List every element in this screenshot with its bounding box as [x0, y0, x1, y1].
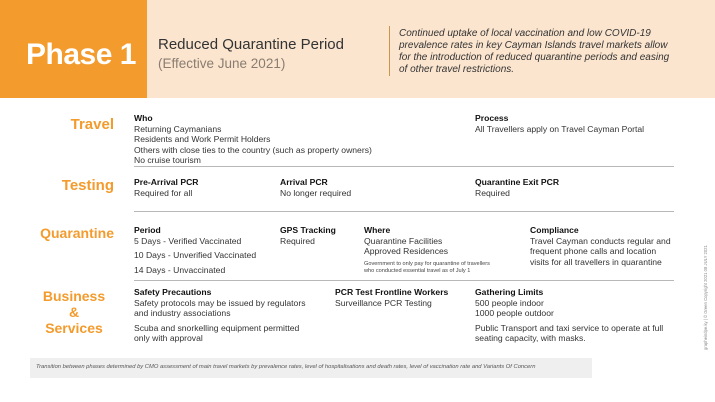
quarantine-compliance: [530, 225, 671, 267]
travel-process: [475, 113, 644, 134]
section-label-quarantine: Quarantine: [40, 225, 114, 241]
testing-arrival-value: No longer required: [280, 187, 352, 198]
quarantine-period-item: 14 Days - Unvaccinated: [134, 264, 226, 275]
header-note: [399, 28, 699, 76]
section-divider: [134, 166, 674, 167]
section-label-testing: Testing: [61, 177, 114, 194]
section-divider: [134, 280, 674, 281]
section-label-business: [34, 288, 114, 336]
quarantine-gps-heading: GPS Tracking: [280, 225, 336, 235]
section-label-line: Business: [42, 288, 106, 304]
quarantine-where-note: who conducted essential travel as of July 1: [364, 267, 471, 274]
business-safety: [134, 287, 306, 344]
travel-who-item: No cruise tourism: [134, 155, 201, 165]
travel-who-heading: Who: [134, 113, 153, 123]
quarantine-compliance-item: visits for all travellers in quarantine: [530, 256, 662, 267]
header-note-line: Continued uptake of local vaccination and low COVID-19: [399, 28, 651, 39]
business-gathering: [475, 287, 663, 344]
quarantine-where-heading: Where: [364, 225, 391, 235]
quarantine-where-note: Government to only pay for quarantine of travellers: [364, 260, 490, 267]
quarantine-period-item: 10 Days - Unverified Vaccinated: [134, 250, 257, 260]
business-gathering-item: 1000 people outdoor: [475, 308, 554, 318]
page-subtitle: (Effective June 2021): [158, 56, 286, 71]
travel-who-item: Others with close ties to the country (such as property owners): [134, 144, 372, 155]
business-safety-item: Safety protocols may be issued by regulators: [134, 297, 306, 308]
testing-exit-heading: Quarantine Exit PCR: [475, 177, 560, 187]
section-divider: [134, 211, 674, 212]
side-note-text: grapheindpe.ky | © Green Copyright 2021 08 JULY 2021: [703, 245, 708, 350]
business-safety-item: and industry associations: [134, 308, 231, 318]
travel-who-item: Returning Caymanians: [134, 123, 222, 134]
quarantine-compliance-item: Travel Cayman conducts regular and: [530, 235, 671, 246]
section-label-line: Services: [45, 320, 103, 336]
quarantine-gps: [280, 225, 336, 246]
footer-note: Transition between phases determined by CMO assessment of main travel markets by prevalence rates, level of hospitalisations and death rates, level of vaccination rate and Variants Of Concern: [30, 358, 592, 378]
phase-title: Phase 1: [26, 38, 136, 71]
business-pcr-heading: PCR Test Frontline Workers: [335, 287, 449, 297]
business-gathering-item: 500 people indoor: [475, 297, 544, 308]
travel-process-heading: Process: [475, 113, 509, 123]
travel-who: [134, 113, 372, 166]
header-note-line: of other travel restrictions.: [399, 64, 515, 75]
business-pcr-item: Surveillance PCR Testing: [335, 297, 432, 308]
phase-badge: [0, 0, 147, 98]
business-gathering-item: seating capacity, with masks.: [475, 333, 586, 343]
header-note-line: for the introduction of reduced quarantine periods and easing: [399, 52, 670, 63]
testing-arrival: [280, 177, 351, 198]
testing-pre-arrival-value: Required for all: [134, 187, 193, 198]
business-gathering-heading: Gathering Limits: [475, 287, 544, 297]
business-safety-item: only with approval: [134, 333, 203, 343]
header-divider: [389, 26, 390, 76]
testing-exit: [475, 177, 559, 198]
quarantine-gps-value: Required: [280, 235, 315, 246]
travel-who-item: Residents and Work Permit Holders: [134, 134, 271, 144]
section-label-line: &: [68, 304, 80, 320]
business-pcr: [335, 287, 448, 308]
business-safety-heading: Safety Precautions: [134, 287, 212, 297]
page-title: Reduced Quarantine Period: [158, 36, 344, 53]
quarantine-period: [134, 225, 256, 275]
testing-arrival-heading: Arrival PCR: [280, 177, 328, 187]
testing-pre-arrival: [134, 177, 198, 198]
business-safety-item: Scuba and snorkelling equipment permitted: [134, 322, 300, 333]
business-gathering-item: Public Transport and taxi service to operate at full: [475, 322, 664, 333]
quarantine-where-item: Quarantine Facilities: [364, 235, 443, 246]
side-note: [703, 245, 711, 350]
section-label-travel: Travel: [70, 116, 114, 133]
testing-pre-arrival-heading: Pre-Arrival PCR: [134, 177, 199, 187]
header-banner: [0, 0, 715, 98]
header-note-line: prevalence rates in key Cayman Islands travel markets allow: [399, 40, 668, 51]
quarantine-compliance-item: frequent phone calls and location: [530, 246, 657, 256]
testing-exit-value: Required: [475, 187, 510, 198]
quarantine-compliance-heading: Compliance: [530, 225, 579, 235]
quarantine-where: [364, 225, 490, 275]
travel-process-item: All Travellers apply on Travel Cayman Portal: [475, 123, 645, 134]
quarantine-period-heading: Period: [134, 225, 161, 235]
quarantine-where-item: Approved Residences: [364, 246, 449, 256]
quarantine-period-item: 5 Days - Verified Vaccinated: [134, 235, 242, 246]
